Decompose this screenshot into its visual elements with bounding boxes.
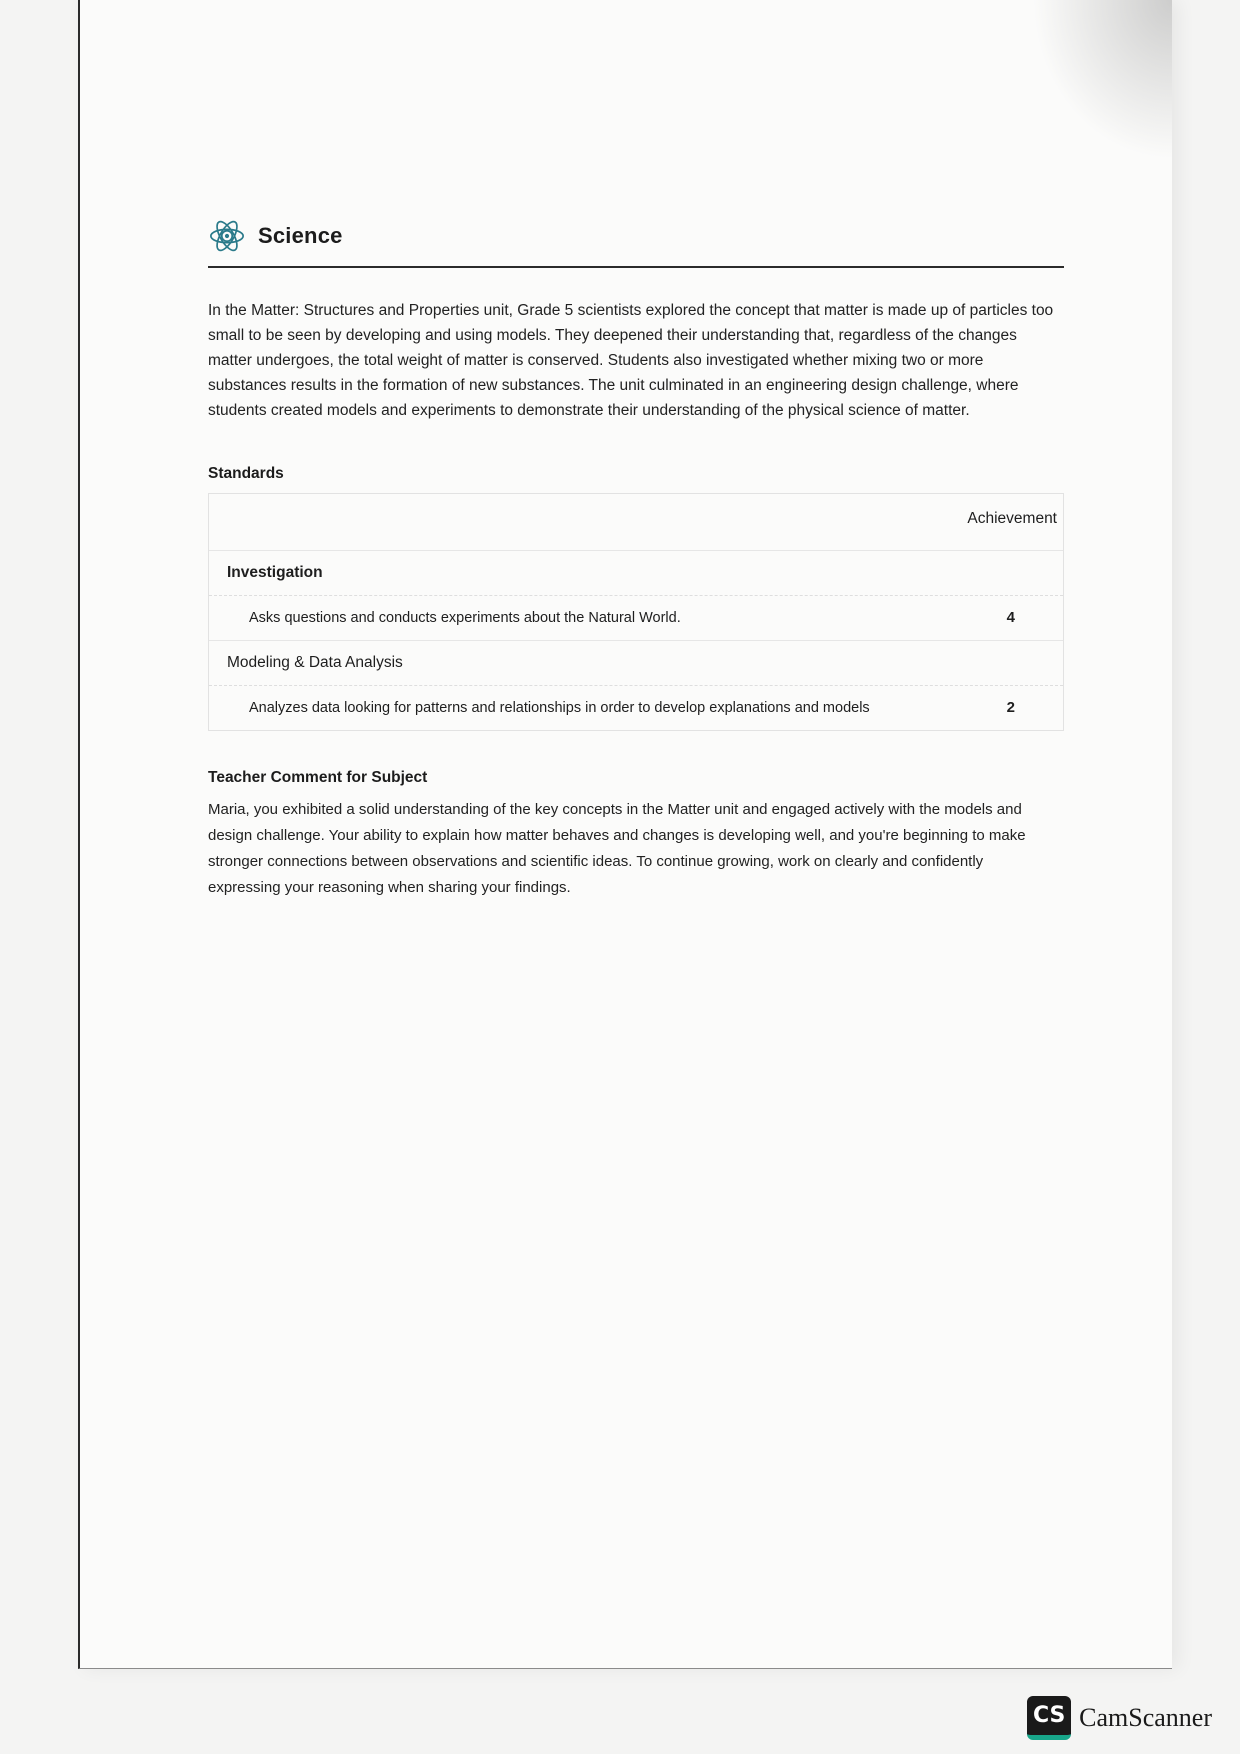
standards-heading: Standards <box>208 465 284 482</box>
camscanner-logo: CS <box>1027 1696 1071 1740</box>
achievement-score: 4 <box>1006 609 1015 626</box>
standard-group-investigation: Investigation <box>209 551 1063 596</box>
subject-header <box>208 212 1064 268</box>
teacher-comment-text: Maria, you exhibited a solid understanding of the key concepts in the Matter unit and engaged actively with the models and design challenge. Your ability to explain how matter behaves and changes is developing well, and you're beginning to make stronger connections between observations and scientific ideas. To continue growing, work on clearly and confidently expressing your reasoning when sharing your findings. <box>208 801 1026 896</box>
standard-label: Analyzes data looking for patterns and relationships in order to develop explanations and models <box>249 700 870 716</box>
camscanner-watermark <box>1027 1696 1212 1740</box>
standard-group-modeling: Modeling & Data Analysis <box>209 641 1063 686</box>
standards-table-header <box>209 494 1063 551</box>
achievement-column-header: Achievement <box>967 510 1057 527</box>
unit-description: In the Matter: Structures and Properties unit, Grade 5 scientists explored the concept that matter is made up of particles too small to be seen by developing and using models. They deepened their understanding that, regardless of the changes matter undergoes, the total weight of matter is conserved. Students also investigated whether mixing two or more substances results in the formation of new substances. The unit culminated in an engineering design challenge, where students created models and experiments to demonstrate their understanding of the physical science of matter. <box>208 302 1054 419</box>
standards-table <box>208 493 1064 731</box>
subject-title: Science <box>258 223 343 248</box>
table-row <box>209 686 1063 730</box>
standard-label: Asks questions and conducts experiments about the Natural World. <box>249 610 681 626</box>
atom-icon <box>208 217 246 255</box>
table-row <box>209 596 1063 641</box>
achievement-score: 2 <box>1006 699 1015 716</box>
science-section <box>208 212 1064 901</box>
page-corner-shadow <box>1032 0 1172 160</box>
teacher-comment-heading: Teacher Comment for Subject <box>208 769 428 786</box>
camscanner-name: CamScanner <box>1079 1703 1212 1732</box>
